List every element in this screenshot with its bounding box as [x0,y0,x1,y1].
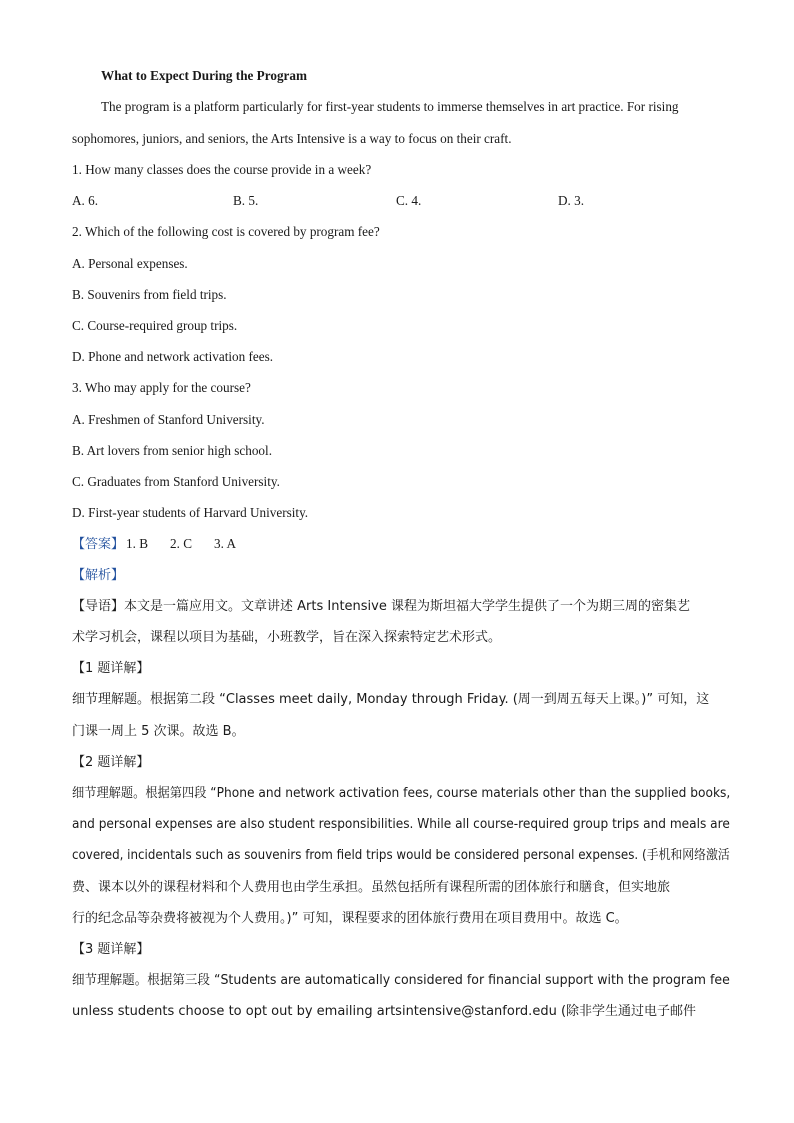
detail-2-line: covered, incidentals such as souvenirs from field trips would be considered personal expenses. (手机和网络激活 [72,848,730,863]
analysis-intro-line: 术学习机会，课程以项目为基础，小班教学，旨在深入探索特定艺术形式。 [72,630,502,645]
question-2-stem: 2. Which of the following cost is covered by program fee? [72,224,380,239]
q2-option-b: B. Souvenirs from field trips. [72,287,227,302]
detail-3-line: unless students choose to opt out by emailing artsintensive@stanford.edu (除非学生通过电子邮件 [72,1004,697,1019]
detail-2-line: 行的纪念品等杂费将被视为个人费用。)” 可知，课程要求的团体旅行费用在项目费用中。故选 C。 [72,911,628,926]
analysis-heading: 【解析】 [72,568,125,583]
detail-2-line: 细节理解题。根据第四段 “Phone and network activation fees, course materials other than the supplied books, [72,786,731,801]
q3-option-a: A. Freshmen of Stanford University. [72,412,265,427]
q2-option-d: D. Phone and network activation fees. [72,349,274,364]
q3-option-d: D. First-year students of Harvard University. [72,505,309,520]
answer-label: 【答案】 [72,537,125,552]
q1-option-b: B. 5. [233,193,259,208]
passage-paragraph-line: The program is a platform particularly for first-year students to immerse themselves in art practice. For rising [101,99,679,114]
detail-2-line: and personal expenses are also student responsibilities. While all course-required group trips and meals are [72,817,730,832]
passage-heading: What to Expect During the Program [101,68,307,83]
passage-paragraph-line: sophomores, juniors, and seniors, the Arts Intensive is a way to focus on their craft. [72,131,512,146]
q1-option-d: D. 3. [558,193,585,208]
answer-key [72,536,258,553]
q1-option-c: C. 4. [396,193,422,208]
answer-item: 3. A [213,536,236,551]
q3-option-c: C. Graduates from Stanford University. [72,474,280,489]
q1-option-a: A. 6. [72,193,99,208]
answer-item: 1. B [126,536,148,551]
detail-2-heading: 【2 题详解】 [72,755,150,770]
q3-option-b: B. Art lovers from senior high school. [72,443,272,458]
q2-option-c: C. Course-required group trips. [72,318,238,333]
question-3-stem: 3. Who may apply for the course? [72,380,251,395]
detail-3-line: 细节理解题。根据第三段 “Students are automatically considered for financial support with the program fee [72,973,730,988]
detail-2-line: 费、课本以外的课程材料和个人费用也由学生承担。虽然包括所有课程所需的团体旅行和膳食，但实地旅 [72,880,671,895]
detail-1-line: 细节理解题。根据第二段 “Classes meet daily, Monday through Friday. (周一到周五每天上课。)” 可知，这 [72,692,710,707]
q2-option-a: A. Personal expenses. [72,256,188,271]
detail-1-heading: 【1 题详解】 [72,661,150,676]
detail-3-heading: 【3 题详解】 [72,942,150,957]
answer-item: 2. C [170,536,192,551]
question-1-stem: 1. How many classes does the course provide in a week? [72,162,372,177]
detail-1-line: 门课一周上 5 次课。故选 B。 [72,724,245,739]
analysis-intro-line: 【导语】本文是一篇应用文。文章讲述 Arts Intensive 课程为斯坦福大学学生提供了一个为期三周的密集艺 [72,599,690,614]
